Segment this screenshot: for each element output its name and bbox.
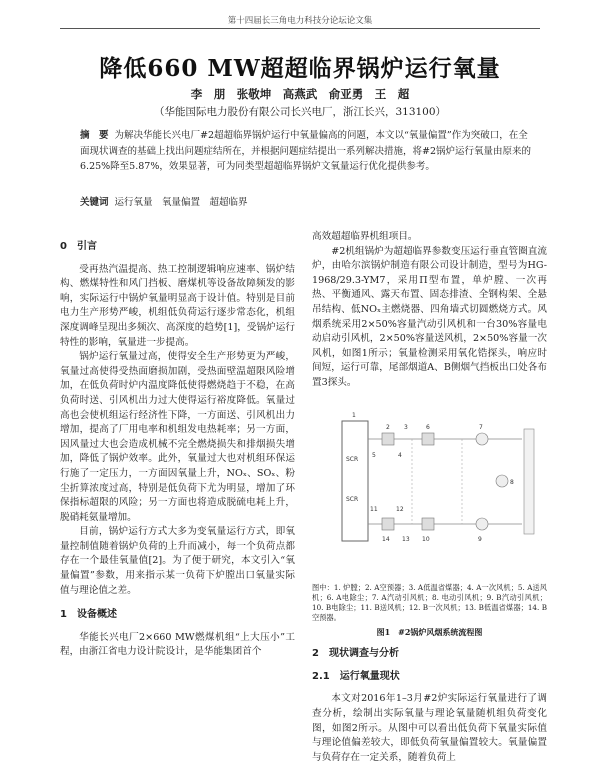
node-label: 2 [386,423,390,431]
a-electrostatic-precipitator [422,433,434,445]
abstract-label: 摘 要 [80,130,109,141]
electric-id-fan [496,475,508,487]
scr-label-a: SCR [346,455,359,463]
node-label: 3 [404,423,408,431]
running-header: 第十四届长三角电力科技分论坛论文集 [227,16,373,26]
section-0-heading: 0 引言 [60,241,97,252]
furnace-box [342,421,368,541]
paragraph: #2机组锅炉为超超临界参数变压运行垂直管圈直流炉，由哈尔滨锅炉制造有限公司设计制造，型号为HG-1968/29.3-YM7，采用Π型布置，单炉膛、一次再热、平衡通风、露天布置、固态排渣、全钢构架、全悬吊结构、低NOₓ主燃烧器、四角墙式切圆燃烧方式。风烟系统采用2×50%容量汽动引风机和一台30%容量电动启动引风机，2×50%容量送风机，2×50%容量一次风机，如图1所示；氧量检测采用氧化锆探头，响应时间短，运行可靠，尾部烟道A、B侧烟气挡板出口处各布置3探头。 [312,245,547,388]
b-electrostatic-precipitator [422,518,434,530]
section-1-heading: 1 设备概述 [60,609,117,621]
node-label: 7 [479,423,483,431]
node-label: 14 [382,535,390,543]
authors: 李 朋 张敬坤 高燕武 俞亚勇 王 超 [190,87,410,101]
paragraph: 锅炉运行氧量过高，使得安全生产形势更为严峻，氧量过高使得受热面磨损加剧，受热面壁温超限风险增加，在低负荷时炉内温度降低使得燃烧趋于不稳，在高负荷时送、引风机出力过大使得运行裕度降低。氧量过高也会使机组运行经济性下降，一方面送、引风机出力增加，提高了厂用电率和机组发电热耗率；另一方面，因风量过大也会造成机械不完全燃烧损失和排烟损失增加，降低了锅炉效率。此外，氧量过大也对机组环保运行施了一定压力，一方面因氧量上升，NOₓ、SOₓ、粉尘折算浓度过高，特别是低负荷下尤为明显，增加了环保指标超限的风险；另一方面也将造成脱硫电耗上升，脱硝耗氨量增加。 [60,351,295,523]
flue-gas-system-diagram [312,399,547,579]
node-label: 4 [398,451,402,459]
node-label: 11 [370,505,378,513]
affiliation: （华能国际电力股份有限公司长兴电厂，浙江长兴，313100） [153,106,447,118]
b-id-fan [476,518,488,530]
keywords [80,194,535,208]
scr-label-b: SCR [346,495,359,503]
node-label: 10 [422,535,430,543]
left-column [60,238,295,660]
node-label: 13 [402,535,410,543]
paragraph: 高效超超临界机组项目。 [312,231,418,242]
node-label: 8 [510,478,514,486]
paragraph: 受再热汽温提高、热工控制逻辑响应速率、锅炉结构、燃煤特性和风门挡板、磨煤机等设备故障频发的影响，实际运行中锅炉氧量明显高于设计值。特别是目前电力生产形势严峻，机组低负荷运行逐步常态化，机组深度调峰呈现出多频次、高深度的趋势[1]，受锅炉运行特性的影响，氧量进一步提高。 [60,263,295,348]
node-label: 12 [396,505,404,513]
chimney [524,429,534,534]
paragraph: 华能长兴电厂2×660 MW燃煤机组“上大压小”工程，由浙江省电力设计院设计，是华能集团首个 [60,631,295,658]
paper-title: 降低660 MW超超临界锅炉运行氧量 [99,55,501,82]
figure-1-legend: 图中：1. 炉膛；2. A空预器；3. A低温省煤器；4. A一次风机；5. A送风机；6. A电除尘；7. A汽动引风机；8. 电动引风机；9. B汽动引风机；10. B电除尘；11. B送风机；12. B一次风机；13. B低温省煤器；14. B空预器。 [312,582,547,622]
section-2-1-heading: 2.1 运行氧量现状 [312,670,400,682]
keywords-text: 运行氧量 氧量偏置 超超临界 [114,197,248,208]
keywords-label: 关键词 [80,197,109,208]
abstract [80,128,535,175]
figure-1-diagram [312,399,547,579]
a-id-fan [476,433,488,445]
section-2-heading: 2 现状调查与分析 [312,648,399,660]
node-label: 9 [478,535,482,543]
figure-1-caption: 图1 #2锅炉风烟系统流程图 [376,626,483,637]
a-air-preheater [382,433,394,445]
abstract-text: 为解决华能长兴电厂#2超超临界锅炉运行中氧量偏高的问题，本文以“氧量偏置”作为突破口，在全面现状调查的基础上找出问题症结所在，并根据问题症结提出一系列解决措施，将#2锅炉运行氧量由原来的6.25%降至5.87%，效果显著，可为同类型超超临界锅炉文氧量运行优化提供参考。 [80,130,532,172]
b-air-preheater [382,518,394,530]
header-rule [60,28,540,29]
node-label: 5 [372,451,376,459]
right-column [312,230,547,765]
paragraph: 本文对2016年1–3月#2炉实际运行氧量进行了调查分析，绘制出实际氧量与理论氧量随机组负荷变化图，如图2所示。从图中可以看出低负荷下氧量实际值与理论值偏差较大，即低负荷氧量偏置较大。氧量偏置与负荷存在一定关系，随着负荷上 [312,693,547,763]
node-label: 6 [426,423,430,431]
paragraph: 目前，锅炉运行方式大多为变氧量运行方式，即氧量控制值随着锅炉负荷的上升而减小，每一个负荷点都存在一个最佳氧量值[2]。为了便于研究，本文引入“氧量偏置”参数，用来指示某一负荷下炉膛出口氧量实际值与理论值之差。 [60,526,295,596]
node-label: 1 [352,411,356,419]
